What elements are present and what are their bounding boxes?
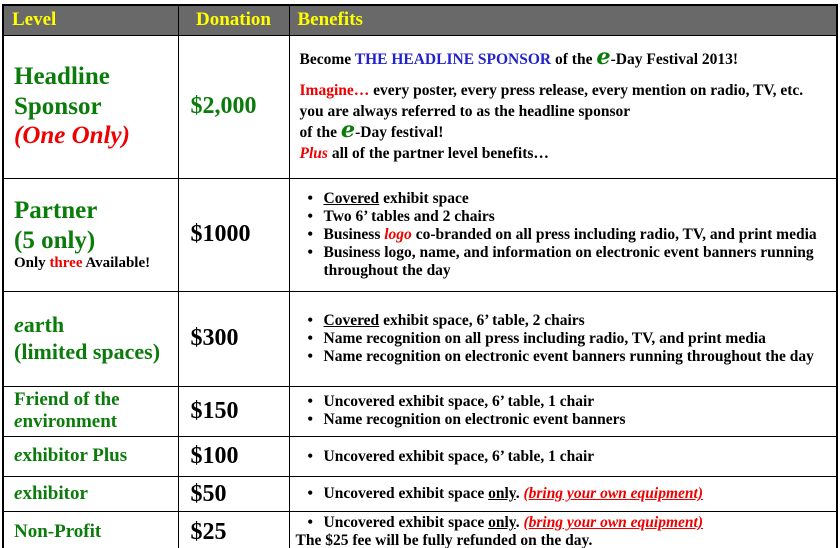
text-segment: The $25 fee will be fully refunded on the day. [295, 532, 593, 548]
text-segment: all of the partner level benefits… [331, 145, 549, 162]
level-label [14, 196, 176, 226]
text-segment: -Day Festival 2013! [610, 51, 739, 68]
benefit-paragraph [296, 532, 829, 548]
level-cell-headline-sponsor [3, 35, 178, 178]
text-segment: THE HEADLINE SPONSOR [354, 51, 552, 68]
benefit-bullet [300, 190, 829, 208]
level-cell-exhibitor [3, 477, 178, 512]
level-label [14, 121, 176, 151]
text-segment: Covered [323, 311, 380, 329]
header-benefits: Benefits [289, 5, 837, 35]
text-segment: Name recognition on electronic event banners [323, 411, 626, 429]
text-segment: (bring your own equipment) [523, 514, 704, 532]
level-label [14, 389, 176, 435]
text-segment: xhibitor Plus [22, 445, 128, 467]
donation-amount-friend-of-the-environment: $150 [178, 386, 289, 437]
benefit-bullet [300, 330, 829, 348]
text-segment: every poster, every press release, every mention on radio, TV, etc. you are always referred to as the headline sponsor [299, 82, 804, 120]
benefits-cell-friend-of-the-environment [289, 386, 837, 437]
benefit-paragraph [300, 143, 829, 164]
donation-amount-non-profit: $25 [178, 512, 289, 548]
row-non-profit [3, 512, 837, 548]
text-segment: Uncovered exhibit space, 6’ table, 1 chair [323, 393, 595, 411]
row-exhibitor [3, 477, 837, 512]
e-day-logo-glyph: e [596, 44, 611, 70]
benefits-cell-partner [289, 178, 837, 291]
text-segment: (bring your own equipment) [523, 485, 704, 503]
text-segment: Non-Profit [14, 520, 102, 542]
benefit-bullet [300, 393, 829, 411]
text-segment: (One Only) [14, 122, 130, 150]
sponsorship-table [2, 4, 838, 548]
text-segment: exhibit space [379, 189, 469, 207]
text-segment: Business [323, 225, 385, 243]
text-segment: Become [299, 51, 355, 68]
text-segment: e [14, 311, 24, 337]
header-donation: Donation [178, 5, 289, 35]
level-label [14, 255, 176, 272]
benefit-bullet [300, 312, 829, 330]
benefits-cell-non-profit [289, 512, 837, 548]
text-segment: Business logo, name, and information on electronic event banners running throughout the day [323, 243, 814, 279]
text-segment: of the [299, 124, 341, 141]
text-segment: -Day festival! [355, 124, 444, 141]
text-segment: Friend of the [14, 388, 120, 410]
text-segment: only [488, 514, 516, 532]
text-segment: of the [551, 51, 597, 68]
benefit-paragraph [299, 117, 829, 143]
text-segment: e [14, 411, 23, 433]
text-segment: Plus [299, 145, 332, 162]
benefit-paragraph [299, 44, 829, 70]
benefit-bullet [300, 514, 829, 532]
donation-amount-partner: $1000 [178, 178, 289, 291]
benefit-bullet [300, 208, 829, 226]
text-segment: . [515, 485, 524, 503]
row-earth [3, 291, 837, 386]
benefits-cell-exhibitor-plus [289, 437, 837, 477]
level-cell-friend-of-the-environment [3, 386, 178, 437]
text-segment: Uncovered exhibit space, 6’ table, 1 chair [323, 447, 595, 465]
e-day-logo-glyph: e [340, 117, 356, 143]
level-label [14, 312, 176, 339]
row-exhibitor-plus [3, 437, 837, 477]
text-segment: Covered [323, 189, 380, 207]
text-segment: Uncovered exhibit space [323, 514, 489, 532]
text-segment: xhibitor [22, 482, 88, 504]
benefit-bullet [300, 348, 829, 366]
text-segment: (limited spaces) [14, 338, 161, 364]
level-label [14, 226, 176, 256]
text-segment: Uncovered exhibit space [323, 485, 489, 503]
benefits-cell-exhibitor [289, 477, 837, 512]
row-headline-sponsor [3, 35, 837, 178]
text-segment: nvironment [22, 411, 118, 433]
benefit-bullet [300, 485, 829, 503]
level-cell-exhibitor-plus [3, 437, 178, 477]
text-segment: three [49, 255, 83, 272]
header-row [3, 5, 837, 35]
text-segment: . [515, 514, 524, 532]
text-segment: co-branded on all press including radio, TV, and print media [411, 225, 817, 243]
benefit-bullet [300, 244, 829, 280]
donation-amount-exhibitor: $50 [178, 477, 289, 512]
benefit-bullet [300, 411, 829, 429]
text-segment: only [488, 485, 516, 503]
text-segment: Two 6’ tables and 2 chairs [323, 207, 495, 225]
level-label [14, 483, 176, 506]
text-segment: Headline Sponsor [14, 63, 110, 120]
text-segment: Only [14, 255, 50, 272]
benefit-bullet [300, 226, 829, 244]
text-segment: Available! [82, 255, 151, 272]
text-segment: Name recognition on all press including radio, TV, and print media [323, 329, 766, 347]
benefits-cell-earth [289, 291, 837, 386]
row-friend-of-the-environment [3, 386, 837, 437]
donation-amount-earth: $300 [178, 291, 289, 386]
level-label [14, 62, 176, 121]
text-segment: arth [23, 311, 65, 337]
level-label [14, 445, 176, 468]
text-segment: e [14, 445, 23, 467]
table-header [3, 5, 837, 35]
text-segment: exhibit space, 6’ table, 2 chairs [379, 311, 585, 329]
level-label [14, 339, 176, 366]
text-segment: logo [384, 225, 412, 243]
text-segment: Partner [14, 197, 98, 225]
text-segment: e [14, 482, 23, 504]
donation-amount-headline-sponsor: $2,000 [178, 35, 289, 178]
benefit-bullet [300, 448, 829, 466]
level-label [14, 521, 176, 544]
text-segment: (5 only) [14, 226, 96, 254]
level-cell-earth [3, 291, 178, 386]
table-body [3, 35, 837, 548]
row-partner [3, 178, 837, 291]
text-segment: Imagine… [299, 82, 374, 99]
level-cell-partner [3, 178, 178, 291]
text-segment: Name recognition on electronic event banners running throughout the day [323, 347, 814, 365]
benefit-paragraph [300, 80, 829, 122]
level-cell-non-profit [3, 512, 178, 548]
header-level: Level [3, 5, 178, 35]
benefits-cell-headline-sponsor [289, 35, 837, 178]
donation-amount-exhibitor-plus: $100 [178, 437, 289, 477]
